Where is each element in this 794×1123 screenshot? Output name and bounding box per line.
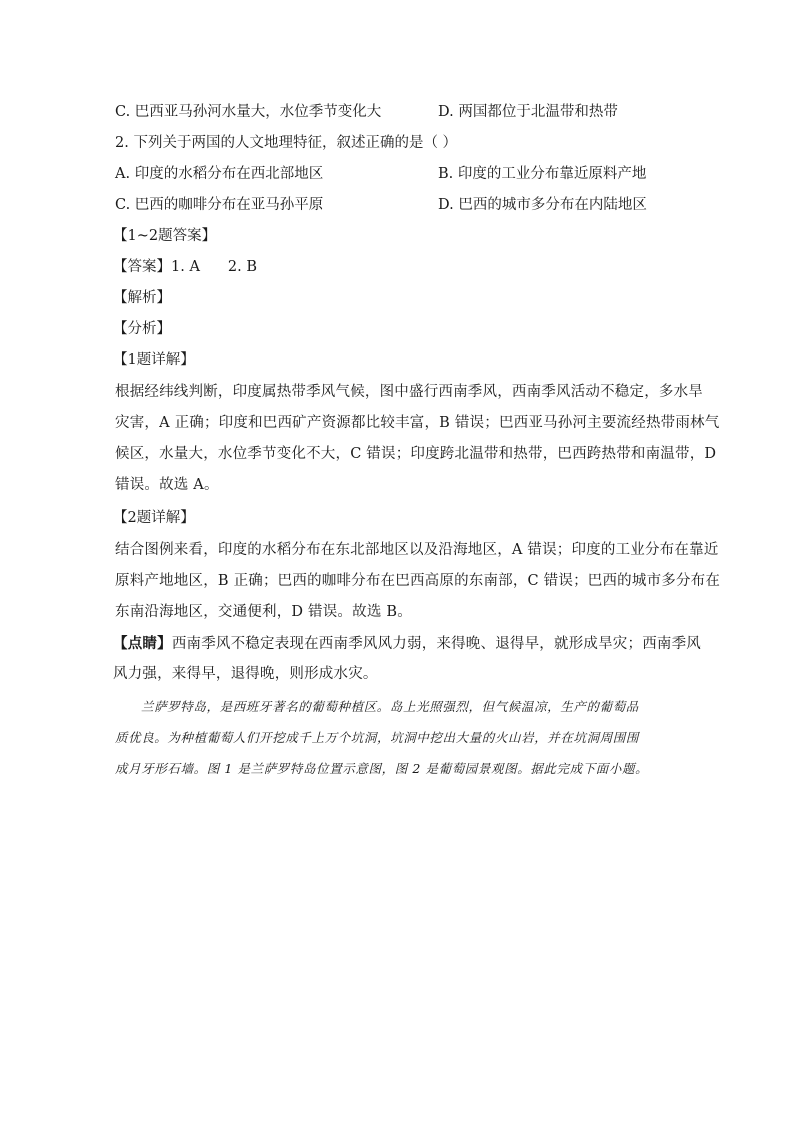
dianjing-line-1: 西南季风不稳定表现在西南季风风力弱，来得晚、退得早，就形成旱灾；西南季风 xyxy=(171,636,702,652)
q2-option-d: D. 巴西的城市多分布在内陆地区 xyxy=(438,197,647,213)
detail-1-line: 候区，水量大，水位季节变化不大，C 错误；印度跨北温带和热带，巴西跨热带和南温带，D xyxy=(115,446,717,462)
detail-2-line: 原料产地地区，B 正确；巴西的咖啡分布在巴西高原的东南部，C 错误；巴西的城市多分布在 xyxy=(115,573,721,589)
answer-section-heading: 【1~2题答案】 xyxy=(113,228,217,244)
material-line: 兰萨罗特岛，是西班牙著名的葡萄种植区。岛上光照强烈，但气候温凉，生产的葡萄品 xyxy=(141,699,639,714)
dianjing-label: 【点睛】 xyxy=(113,635,172,652)
q2-option-c: C. 巴西的咖啡分布在亚马孙平原 xyxy=(115,197,324,213)
answer-label: 【答案】 xyxy=(113,259,171,275)
detail-1-body xyxy=(115,377,720,501)
answer-line xyxy=(113,257,257,277)
detail-2-line: 结合图例来看，印度的水稻分布在东北部地区以及沿海地区，A 错误；印度的工业分布在靠近 xyxy=(115,542,719,558)
q2-option-a: A. 印度的水稻分布在西北部地区 xyxy=(115,166,324,182)
dianjing-line-2: 风力强，来得早，退得晚，则形成水灾。 xyxy=(113,666,378,682)
detail-1-line: 根据经纬线判断，印度属热带季风气候，图中盛行西南季风，西南季风活动不稳定，多水旱 xyxy=(115,384,703,400)
q2-stem: 2. 下列关于两国的人文地理特征，叙述正确的是（ ） xyxy=(115,135,458,151)
analysis-label: 【解析】 xyxy=(113,290,171,306)
material-line: 质优良。为种植葡萄人们开挖成千上万个坑洞，坑洞中挖出大量的火山岩，并在坑洞周围围 xyxy=(115,730,640,745)
material-paragraph xyxy=(115,691,685,784)
answer-2: 2. B xyxy=(227,259,258,275)
q2-option-b: B. 印度的工业分布靠近原料产地 xyxy=(438,166,647,182)
material-line: 成月牙形石墙。图 1 是兰萨罗特岛位置示意图，图 2 是葡萄园景观图。据此完成下面小题。 xyxy=(115,761,649,776)
detail-1-heading: 【1题详解】 xyxy=(113,352,195,368)
answer-1: 1. A xyxy=(171,259,200,275)
dianjing-block xyxy=(113,628,702,690)
fenxi-label: 【分析】 xyxy=(113,321,171,337)
detail-1-line: 灾害，A 正确；印度和巴西矿产资源都比较丰富，B 错误；巴西亚马孙河主要流经热带雨林气 xyxy=(115,415,720,431)
detail-2-body xyxy=(115,535,721,628)
detail-2-heading: 【2题详解】 xyxy=(113,510,195,526)
q1-option-d: D. 两国都位于北温带和热带 xyxy=(438,104,618,120)
detail-2-line: 东南沿海地区，交通便利，D 错误。故选 B。 xyxy=(115,604,412,620)
detail-1-line: 错误。故选 A。 xyxy=(115,477,219,493)
q1-option-c: C. 巴西亚马孙河水量大，水位季节变化大 xyxy=(115,104,382,120)
